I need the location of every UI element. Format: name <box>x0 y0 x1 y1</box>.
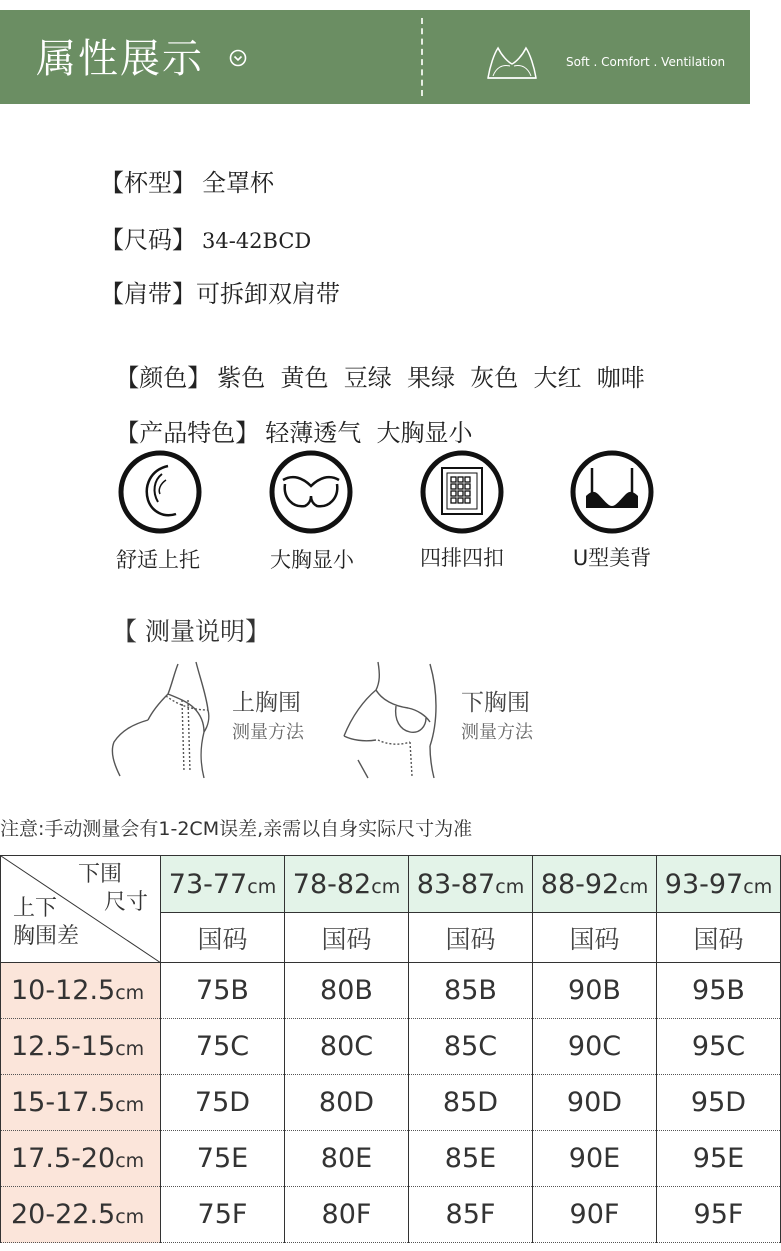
band-header-cell <box>285 856 409 913</box>
upper-bust-sketch-icon <box>108 660 223 780</box>
feature-label: 四排四扣 <box>420 546 504 570</box>
attr-label: 【尺码】 <box>100 226 196 254</box>
size-standard-cell: 国码 <box>533 913 657 963</box>
attr-colors <box>100 333 645 393</box>
attr-label: 【颜色】 <box>115 364 212 392</box>
size-chart-table <box>0 855 773 1241</box>
band-header-cell <box>409 856 533 913</box>
size-cell: 95F <box>657 1187 781 1243</box>
under-bust-sketch-icon <box>338 660 453 780</box>
attr-value: 可拆卸双肩带 <box>196 280 340 308</box>
band-value: 83-87 <box>416 868 496 900</box>
attr-value: 轻薄透气 大胸显小 <box>265 419 473 447</box>
size-cell: 90F <box>533 1187 657 1243</box>
size-cell: 85B <box>409 963 533 1019</box>
diff-header-cell <box>1 963 161 1019</box>
size-cell: 80D <box>285 1075 409 1131</box>
size-cell: 90E <box>533 1131 657 1187</box>
diff-unit: cm <box>115 1206 145 1228</box>
size-cell: 90B <box>533 963 657 1019</box>
hook-eye-icon <box>420 450 504 534</box>
diff-unit: cm <box>115 982 145 1004</box>
band-unit: cm <box>495 875 525 898</box>
chevron-down-circle-icon <box>228 48 248 68</box>
diff-header-cell <box>1 1075 161 1131</box>
table-row <box>1 963 781 1019</box>
diff-unit: cm <box>115 1150 145 1172</box>
upper-bust-sub: 测量方法 <box>232 722 304 743</box>
size-cell: 95B <box>657 963 781 1019</box>
size-cell: 75D <box>161 1075 285 1131</box>
size-standard-cell: 国码 <box>285 913 409 963</box>
band-value: 93-97 <box>664 868 744 900</box>
diff-header-cell <box>1 1131 161 1187</box>
band-value: 88-92 <box>540 868 620 900</box>
size-cell: 75E <box>161 1131 285 1187</box>
band-value: 73-77 <box>168 868 248 900</box>
size-cell: 75C <box>161 1019 285 1075</box>
band-value: 78-82 <box>292 868 372 900</box>
diff-value: 12.5-15 <box>11 1031 116 1062</box>
size-cell: 95D <box>657 1075 781 1131</box>
size-standard-cell: 国码 <box>657 913 781 963</box>
lift-support-icon <box>118 450 202 534</box>
attr-size <box>100 225 311 256</box>
feature-label: 大胸显小 <box>270 548 354 572</box>
attr-features <box>100 388 473 448</box>
attr-strap <box>100 279 340 309</box>
corner-label-band: 下围 <box>78 862 123 887</box>
size-cell: 85D <box>409 1075 533 1131</box>
size-cell: 85C <box>409 1019 533 1075</box>
table-row <box>1 1131 781 1187</box>
header-banner <box>0 10 750 104</box>
attr-label: 【产品特色】 <box>115 419 260 447</box>
size-cell: 90C <box>533 1019 657 1075</box>
diff-value: 17.5-20 <box>11 1143 116 1174</box>
size-cell: 75B <box>161 963 285 1019</box>
attr-label: 【杯型】 <box>100 169 196 197</box>
size-cell: 80B <box>285 963 409 1019</box>
corner-label-bust-diff: 胸围差 <box>13 924 80 949</box>
under-bust-sub: 测量方法 <box>461 722 533 743</box>
table-row <box>1 1187 781 1243</box>
diff-value: 10-12.5 <box>11 975 116 1006</box>
size-cell: 80E <box>285 1131 409 1187</box>
diff-header-cell <box>1 1187 161 1243</box>
band-unit: cm <box>743 875 773 898</box>
measure-title: 【 测量说明】 <box>112 617 270 646</box>
diff-header-cell <box>1 1019 161 1075</box>
band-unit: cm <box>619 875 649 898</box>
corner-label-diff: 上下 <box>13 896 58 921</box>
attr-label: 【肩带】 <box>100 280 196 308</box>
feature-label: U型美背 <box>572 546 652 570</box>
table-corner-cell <box>1 856 161 963</box>
band-header-cell <box>533 856 657 913</box>
feature-label: 舒适上托 <box>116 548 200 572</box>
diff-value: 20-22.5 <box>11 1199 116 1230</box>
band-unit: cm <box>371 875 401 898</box>
attr-value: 34-42BCD <box>202 229 312 253</box>
bra-outline-icon <box>484 46 540 82</box>
size-standard-cell: 国码 <box>409 913 533 963</box>
size-cell: 85E <box>409 1131 533 1187</box>
attr-value: 紫色 黄色 豆绿 果绿 灰色 大红 咖啡 <box>217 364 645 392</box>
size-cell: 75F <box>161 1187 285 1243</box>
header-divider <box>421 18 423 96</box>
band-header-cell <box>657 856 781 913</box>
u-back-icon <box>570 450 654 534</box>
diff-unit: cm <box>115 1038 145 1060</box>
table-row <box>1 1019 781 1075</box>
corner-label-size: 尺寸 <box>104 890 149 915</box>
table-row <box>1 1075 781 1131</box>
size-cell: 95E <box>657 1131 781 1187</box>
size-cell: 80C <box>285 1019 409 1075</box>
size-cell: 85F <box>409 1187 533 1243</box>
attr-value: 全罩杯 <box>202 169 274 197</box>
page-title: 属性展示 <box>36 36 204 82</box>
diff-value: 15-17.5 <box>11 1087 116 1118</box>
size-cell: 80F <box>285 1187 409 1243</box>
size-standard-cell: 国码 <box>161 913 285 963</box>
size-cell: 95C <box>657 1019 781 1075</box>
attr-cup-type <box>100 168 274 198</box>
diff-unit: cm <box>115 1094 145 1116</box>
band-unit: cm <box>247 875 277 898</box>
upper-bust-label: 上胸围 <box>232 690 301 716</box>
size-cell: 90D <box>533 1075 657 1131</box>
under-bust-label: 下胸围 <box>461 690 530 716</box>
measurement-note: 注意:手动测量会有1-2CM误差,亲需以自身实际尺寸为准 <box>0 818 473 840</box>
header-tagline: Soft . Comfort . Ventilation <box>566 55 726 69</box>
band-header-cell <box>161 856 285 913</box>
minimizer-icon <box>269 450 353 534</box>
